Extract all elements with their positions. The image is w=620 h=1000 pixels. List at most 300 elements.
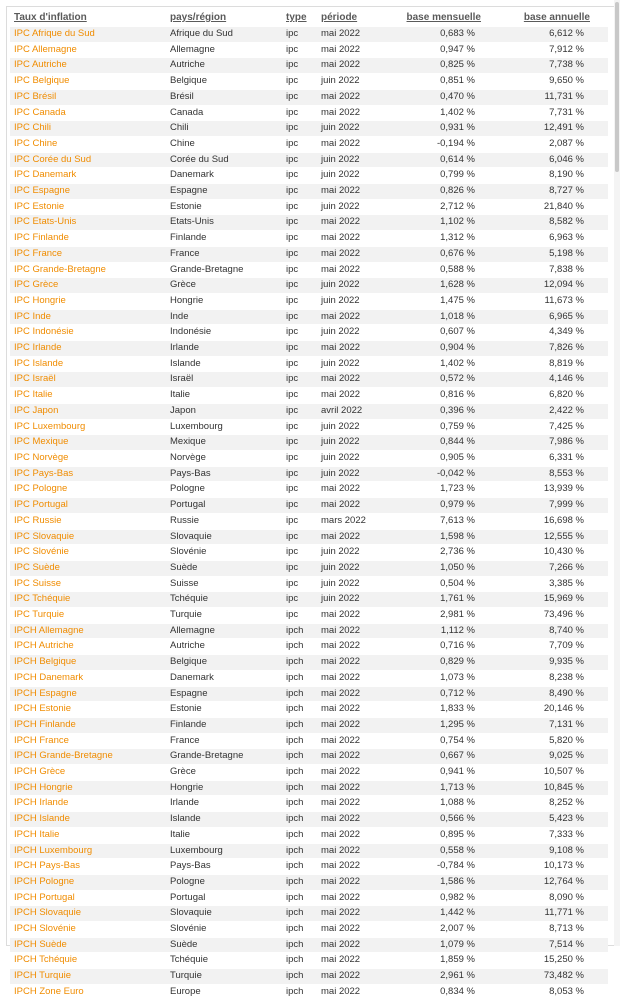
scrollbar-thumb[interactable] (615, 2, 619, 172)
country-cell: Pologne (170, 483, 205, 495)
type-cell: ipch (282, 874, 317, 890)
monthly-rate-cell: 0,851 % (440, 75, 475, 87)
monthly-rate-cell: 1,312 % (440, 232, 475, 244)
inflation-link[interactable]: IPCH Danemark (14, 671, 84, 683)
table-row (10, 922, 608, 938)
table-row (10, 450, 608, 466)
inflation-link[interactable]: IPCH Slovénie (14, 923, 76, 935)
table-row (10, 592, 608, 608)
inflation-link[interactable]: IPCH Pays-Bas (14, 860, 80, 872)
monthly-rate-cell: 0,470 % (395, 89, 499, 105)
annual-rate-cell: 7,425 % (549, 420, 584, 432)
table-row (10, 309, 608, 325)
table-row (10, 953, 608, 969)
period-cell: juin 2022 (321, 451, 360, 463)
country-cell: Slovénie (170, 923, 207, 935)
annual-rate-cell: 4,349 % (549, 326, 584, 338)
inflation-link[interactable]: IPC Suède (10, 560, 166, 576)
header-taux-inflation[interactable]: Taux d'inflation (14, 12, 87, 23)
monthly-rate-cell: 1,628 % (395, 278, 499, 294)
monthly-rate-cell: 1,112 % (395, 623, 499, 639)
country-cell: Tchéquie (166, 592, 282, 608)
table-row (10, 937, 608, 953)
period-cell: mai 2022 (317, 843, 395, 859)
inflation-link[interactable]: IPC Pays-Bas (10, 466, 166, 482)
country-cell: Italie (170, 828, 191, 840)
type-cell: ipc (282, 466, 317, 482)
annual-rate-cell: 8,190 % (549, 169, 584, 181)
table-row (10, 152, 608, 168)
type-cell: ipch (282, 812, 317, 828)
type-cell: ipc (286, 326, 299, 338)
annual-rate-cell: 15,969 % (499, 592, 608, 608)
country-cell: Grèce (166, 278, 282, 294)
period-cell: mai 2022 (321, 137, 361, 149)
inflation-link[interactable]: IPC Pologne (14, 483, 68, 495)
period-cell: mars 2022 (321, 514, 366, 526)
inflation-link[interactable]: IPCH Grande-Bretagne (10, 749, 166, 765)
table-row (10, 168, 608, 184)
country-cell: Tchéquie (170, 954, 209, 966)
country-cell: Finlande (170, 232, 207, 244)
country-cell: Grande-Bretagne (166, 749, 282, 765)
period-cell: mai 2022 (321, 703, 361, 715)
monthly-rate-cell: 0,614 % (395, 152, 499, 168)
period-cell: mai 2022 (321, 766, 361, 778)
monthly-rate-cell: -0,194 % (436, 137, 475, 149)
inflation-link[interactable]: IPC Estonie (14, 200, 65, 212)
country-cell: Etats-Unis (166, 215, 282, 231)
monthly-rate-cell: 0,566 % (395, 812, 499, 828)
period-cell: mai 2022 (317, 341, 395, 357)
inflation-link[interactable]: IPCH Autriche (14, 640, 74, 652)
inflation-link[interactable]: IPC Luxembourg (14, 420, 86, 432)
country-cell: Chili (166, 121, 282, 137)
inflation-link[interactable]: IPC Brésil (10, 89, 166, 105)
inflation-link[interactable]: IPC Norvège (14, 451, 69, 463)
annual-rate-cell: 13,939 % (543, 483, 584, 495)
table-row (10, 513, 608, 529)
country-cell: Suède (166, 560, 282, 576)
annual-rate-cell: 8,490 % (499, 686, 608, 702)
table-row (10, 262, 608, 278)
type-cell: ipch (286, 671, 304, 683)
period-cell: mai 2022 (317, 655, 395, 671)
type-cell: ipch (282, 749, 317, 765)
inflation-link[interactable]: IPC Tchéquie (10, 592, 166, 608)
period-cell: mai 2022 (321, 609, 361, 621)
monthly-rate-cell: 0,895 % (440, 828, 475, 840)
type-cell: ipch (282, 906, 317, 922)
header-pays-region[interactable]: pays/région (170, 12, 227, 23)
inflation-link[interactable]: IPC Mexique (10, 435, 166, 451)
period-cell: mai 2022 (317, 874, 395, 890)
table-row (10, 341, 608, 357)
annual-rate-cell: 5,423 % (499, 812, 608, 828)
table-row (10, 702, 608, 718)
period-cell: mai 2022 (317, 780, 395, 796)
inflation-link[interactable]: IPC Grèce (10, 278, 166, 294)
period-cell: juin 2022 (317, 435, 395, 451)
annual-rate-cell: 2,087 % (549, 137, 584, 149)
country-cell: Hongrie (166, 780, 282, 796)
monthly-rate-cell: 1,761 % (395, 592, 499, 608)
country-cell: Islande (170, 357, 201, 369)
monthly-rate-cell: 7,613 % (440, 514, 475, 526)
inflation-link[interactable]: IPC France (10, 246, 166, 262)
country-cell: Estonie (170, 703, 202, 715)
annual-rate-cell: 9,108 % (499, 843, 608, 859)
annual-rate-cell: 73,496 % (543, 609, 584, 621)
period-cell: mai 2022 (317, 58, 395, 74)
country-cell: Finlande (166, 717, 282, 733)
table-row (10, 215, 608, 231)
inflation-link[interactable]: IPC Islande (14, 357, 64, 369)
period-cell: juin 2022 (317, 121, 395, 137)
inflation-link[interactable]: IPCH Grèce (14, 766, 66, 778)
type-cell: ipch (282, 937, 317, 953)
inflation-link[interactable]: IPCH Slovaquie (10, 906, 166, 922)
type-cell: ipc (282, 498, 317, 514)
type-cell: ipc (286, 43, 299, 55)
table-row (10, 639, 608, 655)
table-row (10, 325, 608, 341)
period-cell: mai 2022 (321, 985, 361, 997)
monthly-rate-cell: 0,667 % (395, 749, 499, 765)
type-cell: ipc (286, 420, 299, 432)
country-cell: Chine (170, 137, 195, 149)
inflation-link[interactable]: IPC Grande-Bretagne (14, 263, 106, 275)
table-row (10, 403, 608, 419)
inflation-link[interactable]: IPC Japon (10, 403, 166, 419)
inflation-link[interactable]: IPC Irlande (10, 341, 166, 357)
type-cell: ipch (282, 686, 317, 702)
monthly-rate-cell: 0,712 % (395, 686, 499, 702)
period-cell: mai 2022 (321, 640, 361, 652)
table-row (10, 498, 608, 514)
inflation-link[interactable]: IPCH Espagne (10, 686, 166, 702)
inflation-link[interactable]: IPCH Italie (14, 828, 60, 840)
vertical-scrollbar[interactable] (614, 0, 620, 946)
country-cell: Slovénie (170, 546, 207, 558)
annual-rate-cell: 7,709 % (549, 640, 584, 652)
annual-rate-cell: 10,507 % (543, 766, 584, 778)
inflation-link[interactable]: IPCH Belgique (10, 655, 166, 671)
table-row (10, 812, 608, 828)
inflation-link[interactable]: IPC Russie (14, 514, 62, 526)
inflation-link[interactable]: IPCH Allemagne (10, 623, 166, 639)
period-cell: mai 2022 (317, 184, 395, 200)
annual-rate-cell: 6,963 % (549, 232, 584, 244)
inflation-link[interactable]: IPC Afrique du Sud (10, 27, 166, 43)
inflation-link[interactable]: IPCH France (14, 734, 69, 746)
type-cell: ipc (286, 75, 299, 87)
inflation-table (10, 9, 608, 1000)
monthly-rate-cell: 2,981 % (440, 609, 475, 621)
type-cell: ipch (286, 734, 304, 746)
type-cell: ipch (286, 640, 304, 652)
monthly-rate-cell: 0,396 % (395, 403, 499, 419)
monthly-rate-cell: 0,947 % (440, 43, 475, 55)
annual-rate-cell: 8,740 % (499, 623, 608, 639)
annual-rate-cell: 8,053 % (549, 985, 584, 997)
period-cell: mai 2022 (321, 389, 361, 401)
monthly-rate-cell: 1,475 % (440, 294, 475, 306)
type-cell: ipch (286, 797, 304, 809)
inflation-link[interactable]: IPC Chine (14, 137, 58, 149)
period-cell: mai 2022 (321, 923, 361, 935)
annual-rate-cell: 6,331 % (549, 451, 584, 463)
table-row (10, 74, 608, 90)
table-row (10, 58, 608, 74)
annual-rate-cell: 8,727 % (499, 184, 608, 200)
country-cell: Europe (170, 985, 201, 997)
inflation-link[interactable]: IPCH Turquie (10, 969, 166, 985)
monthly-rate-cell: 0,799 % (440, 169, 475, 181)
period-cell: juin 2022 (321, 294, 360, 306)
inflation-link[interactable]: IPCH Tchéquie (14, 954, 78, 966)
period-cell: mai 2022 (317, 686, 395, 702)
annual-rate-cell: 9,025 % (499, 749, 608, 765)
annual-rate-cell: 7,731 % (549, 106, 584, 118)
country-cell: Brésil (166, 89, 282, 105)
table-row (10, 890, 608, 906)
type-cell: ipc (282, 27, 317, 43)
table-row (10, 136, 608, 152)
period-cell: juin 2022 (321, 546, 360, 558)
country-cell: Japon (166, 403, 282, 419)
period-cell: mai 2022 (317, 717, 395, 733)
header-type[interactable]: type (286, 12, 307, 23)
inflation-link[interactable]: IPC Turquie (14, 609, 65, 621)
inflation-link[interactable]: IPC Finlande (14, 232, 69, 244)
table-row (10, 529, 608, 545)
type-cell: ipc (286, 169, 299, 181)
country-cell: Luxembourg (166, 843, 282, 859)
table-row (10, 121, 608, 137)
table-row (10, 780, 608, 796)
table-row (10, 482, 608, 498)
annual-rate-cell: 7,266 % (499, 560, 608, 576)
table-row (10, 419, 608, 435)
annual-rate-cell: 11,673 % (544, 294, 584, 306)
country-cell: Espagne (166, 184, 282, 200)
annual-rate-cell: 12,555 % (499, 529, 608, 545)
inflation-link[interactable]: IPC Inde (10, 309, 166, 325)
period-cell: juin 2022 (317, 466, 395, 482)
monthly-rate-cell: 0,941 % (440, 766, 475, 778)
table-row (10, 608, 608, 624)
monthly-rate-cell: 1,598 % (395, 529, 499, 545)
inflation-link[interactable]: IPCH Irlande (14, 797, 69, 809)
inflation-link[interactable]: IPC Portugal (10, 498, 166, 514)
country-cell: Grèce (170, 766, 196, 778)
monthly-rate-cell: 2,961 % (395, 969, 499, 985)
type-cell: ipch (286, 954, 304, 966)
type-cell: ipc (286, 546, 299, 558)
annual-rate-cell: 12,764 % (499, 874, 608, 890)
annual-rate-cell: 2,422 % (499, 403, 608, 419)
table-row (10, 827, 608, 843)
period-cell: juin 2022 (317, 278, 395, 294)
monthly-rate-cell: 0,825 % (395, 58, 499, 74)
monthly-rate-cell: 0,826 % (395, 184, 499, 200)
inflation-link[interactable]: IPC Allemagne (14, 43, 77, 55)
type-cell: ipc (286, 294, 299, 306)
period-cell: mai 2022 (317, 749, 395, 765)
annual-rate-cell: 6,046 % (499, 152, 608, 168)
period-cell: juin 2022 (317, 592, 395, 608)
annual-rate-cell: 7,738 % (499, 58, 608, 74)
annual-rate-cell: 8,819 % (549, 357, 584, 369)
period-cell: mai 2022 (317, 498, 395, 514)
type-cell: ipch (282, 969, 317, 985)
period-cell: juin 2022 (321, 326, 360, 338)
period-cell: mai 2022 (317, 372, 395, 388)
table-row (10, 89, 608, 105)
annual-rate-cell: 8,582 % (499, 215, 608, 231)
period-cell: mai 2022 (321, 671, 361, 683)
inflation-link[interactable]: IPCH Islande (10, 812, 166, 828)
inflation-link[interactable]: IPC Hongrie (14, 294, 66, 306)
annual-rate-cell: 8,553 % (499, 466, 608, 482)
type-cell: ipch (282, 717, 317, 733)
table-row (10, 278, 608, 294)
table-row (10, 372, 608, 388)
inflation-link[interactable]: IPCH Pologne (10, 874, 166, 890)
monthly-rate-cell: 1,079 % (395, 937, 499, 953)
country-cell: Allemagne (170, 43, 215, 55)
country-cell: Estonie (170, 200, 202, 212)
type-cell: ipc (282, 121, 317, 137)
annual-rate-cell: 20,146 % (543, 703, 584, 715)
country-cell: Danemark (170, 671, 214, 683)
country-cell: France (166, 246, 282, 262)
country-cell: Hongrie (170, 294, 204, 306)
country-cell: Turquie (170, 609, 202, 621)
type-cell: ipc (282, 58, 317, 74)
annual-rate-cell: 10,845 % (499, 780, 608, 796)
country-cell: Allemagne (166, 623, 282, 639)
monthly-rate-cell: -0,042 % (395, 466, 499, 482)
country-cell: Slovaquie (166, 906, 282, 922)
country-cell: Canada (170, 106, 204, 118)
inflation-link[interactable]: IPC Slovaquie (10, 529, 166, 545)
period-cell: mai 2022 (321, 232, 361, 244)
country-cell: Espagne (166, 686, 282, 702)
header-base-annuelle[interactable]: base annuelle (523, 12, 590, 23)
period-cell: mai 2022 (321, 954, 361, 966)
type-cell: ipc (286, 232, 299, 244)
annual-rate-cell: 11,731 % (499, 89, 608, 105)
table-row (10, 560, 608, 576)
table-row (10, 293, 608, 309)
type-cell: ipc (282, 435, 317, 451)
type-cell: ipc (282, 592, 317, 608)
monthly-rate-cell: 0,816 % (440, 389, 475, 401)
table-row (10, 246, 608, 262)
annual-rate-cell: 9,650 % (549, 75, 584, 87)
period-cell: mai 2022 (317, 309, 395, 325)
inflation-link[interactable]: IPCH Hongrie (10, 780, 166, 796)
inflation-link[interactable]: IPC Italie (14, 389, 53, 401)
annual-rate-cell: 8,252 % (549, 797, 584, 809)
table-row (10, 27, 608, 43)
monthly-rate-cell: 1,586 % (395, 874, 499, 890)
country-cell: Turquie (166, 969, 282, 985)
inflation-link[interactable]: IPC Canada (14, 106, 66, 118)
type-cell: ipc (282, 560, 317, 576)
table-row (10, 356, 608, 372)
inflation-link[interactable]: IPCH Portugal (14, 891, 75, 903)
period-cell: mai 2022 (317, 215, 395, 231)
annual-rate-cell: 11,771 % (499, 906, 608, 922)
monthly-rate-cell: 2,007 % (440, 923, 475, 935)
inflation-link[interactable]: IPC Chili (10, 121, 166, 137)
inflation-link[interactable]: IPCH Finlande (10, 717, 166, 733)
inflation-link[interactable]: IPCH Zone Euro (14, 985, 84, 997)
type-cell: ipc (286, 106, 299, 118)
inflation-link[interactable]: IPC Israël (10, 372, 166, 388)
annual-rate-cell: 8,713 % (549, 923, 584, 935)
inflation-link[interactable]: IPCH Luxembourg (10, 843, 166, 859)
country-cell: Corée du Sud (166, 152, 282, 168)
period-cell: juin 2022 (321, 200, 360, 212)
country-cell: Portugal (166, 498, 282, 514)
header-periode[interactable]: période (321, 12, 358, 23)
monthly-rate-cell: 1,833 % (440, 703, 475, 715)
period-cell: mai 2022 (321, 483, 361, 495)
monthly-rate-cell: 0,558 % (395, 843, 499, 859)
inflation-link[interactable]: IPCH Suède (10, 937, 166, 953)
monthly-rate-cell: 1,723 % (440, 483, 475, 495)
inflation-link[interactable]: IPC Indonésie (14, 326, 74, 338)
annual-rate-cell: 8,090 % (549, 891, 584, 903)
inflation-link[interactable]: IPC Belgique (14, 75, 70, 87)
period-cell: mai 2022 (321, 106, 361, 118)
country-cell: Pologne (166, 874, 282, 890)
annual-rate-cell: 7,514 % (499, 937, 608, 953)
inflation-link[interactable]: IPC Danemark (14, 169, 77, 181)
annual-rate-cell: 9,935 % (499, 655, 608, 671)
type-cell: ipc (286, 137, 299, 149)
monthly-rate-cell: 1,859 % (440, 954, 475, 966)
inflation-link[interactable]: IPC Suisse (14, 577, 61, 589)
monthly-rate-cell: 0,904 % (395, 341, 499, 357)
type-cell: ipch (286, 923, 304, 935)
monthly-rate-cell: 0,829 % (395, 655, 499, 671)
inflation-link[interactable]: IPC Corée du Sud (10, 152, 166, 168)
annual-rate-cell: 7,826 % (499, 341, 608, 357)
header-base-mensuelle[interactable]: base mensuelle (406, 12, 481, 23)
inflation-link[interactable]: IPC Etats-Unis (10, 215, 166, 231)
country-cell: Danemark (170, 169, 214, 181)
monthly-rate-cell: 0,905 % (440, 451, 475, 463)
inflation-link[interactable]: IPC Espagne (10, 184, 166, 200)
inflation-link[interactable]: IPC Autriche (10, 58, 166, 74)
period-cell: mai 2022 (317, 529, 395, 545)
country-cell: Suisse (170, 577, 199, 589)
inflation-link[interactable]: IPCH Estonie (14, 703, 72, 715)
type-cell: ipch (286, 766, 304, 778)
inflation-link[interactable]: IPC Slovénie (14, 546, 69, 558)
table-row (10, 796, 608, 812)
table-row (10, 670, 608, 686)
annual-rate-cell: 6,612 % (499, 27, 608, 43)
period-cell: juin 2022 (317, 152, 395, 168)
country-cell: Portugal (170, 891, 206, 903)
type-cell: ipc (282, 246, 317, 262)
